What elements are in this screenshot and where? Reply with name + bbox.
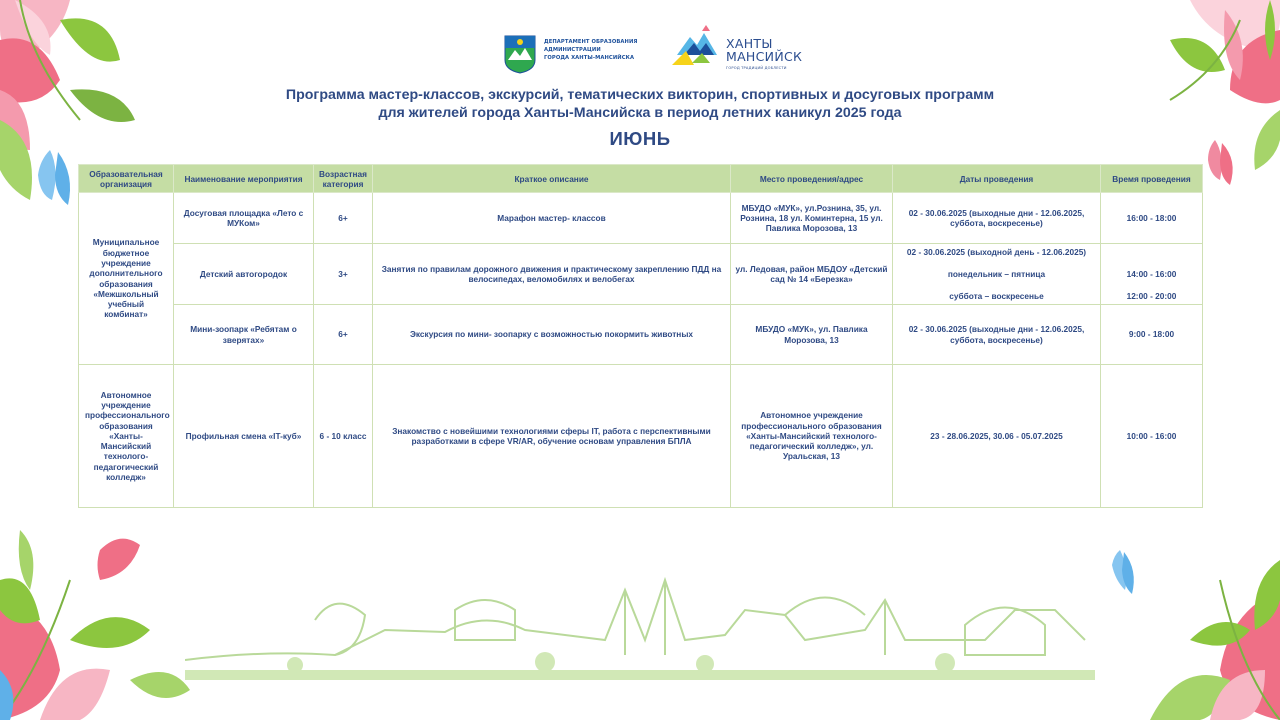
description-cell: Знакомство с новейшими технологиями сферы IT, работа с перспективными разработками в сфере VR/AR, обучение основам управления БПЛА [373,365,731,508]
dates-line: суббота – воскресенье [949,290,1044,301]
department-logo-text: ДЕПАРТАМЕНТ ОБРАЗОВАНИЯ АДМИНИСТРАЦИИ ГОРОДА ХАНТЫ-МАНСИЙСКА [544,39,638,61]
column-header-event: Наименование мероприятия [174,165,314,193]
time-line: 12:00 - 20:00 [1126,290,1177,301]
time-cell [1101,244,1203,305]
header-logos [0,22,1280,78]
place-cell: Автономное учреждение профессионального образования «Ханты-Мансийский технолого-педагогический колледж», ул. Уральская, 13 [731,365,893,508]
title-line-1: Программа мастер-классов, экскурсий, тематических викторин, спортивных и досуговых программ [285,87,995,103]
city-logo-name-line2: МАНСИЙСК [726,49,803,64]
city-emblem-icon [503,34,537,74]
description-cell: Марафон мастер- классов [373,193,731,244]
table-header-row [79,165,1203,193]
dates-line: понедельник – пятница [947,268,1046,279]
description-cell: Занятия по правилам дорожного движения и практическому закреплению ПДД на велосипедах, веломобилях и велобегах [373,244,731,305]
place-cell: МБУДО «МУК», ул. Павлика Морозова, 13 [731,305,893,365]
event-cell: Профильная смена «IT-куб» [174,365,314,508]
organization-cell: Автономное учреждение профессионального образования «Ханты-Мансийский технолого-педагогический колледж» [79,365,174,508]
time-cell: 16:00 - 18:00 [1101,193,1203,244]
city-logo [672,25,802,71]
age-cell: 6+ [314,193,373,244]
column-header-age: Возрастная категория [314,165,373,193]
title-line-2: для жителей города Ханты-Мансийска в период летних каникул 2025 года [378,105,902,121]
column-header-dates: Даты проведения [893,165,1101,193]
department-logo [503,34,638,74]
organization-cell: Муниципальное бюджетное учреждение дополнительного образования «Межшкольный учебный комбинат» [79,193,174,365]
dates-line: 02 - 30.06.2025 (выходной день - 12.06.2025) [906,247,1087,257]
dates-cell [893,244,1101,305]
time-cell: 10:00 - 16:00 [1101,365,1203,508]
dates-cell: 02 - 30.06.2025 (выходные дни - 12.06.2025, суббота, воскресенье) [893,305,1101,365]
column-header-organization: Образовательная организация [79,165,174,193]
place-cell: МБУДО «МУК», ул.Рознина, 35, ул. Рознина, 18 ул. Коминтерна, 15 ул. Павлика Морозова, 13 [731,193,893,244]
page-title [0,86,1280,122]
month-heading: ИЮНЬ [609,128,671,149]
description-cell: Экскурсия по мини- зоопарку с возможностью покормить животных [373,305,731,365]
event-cell: Досуговая площадка «Лето с МУКом» [174,193,314,244]
dates-cell: 02 - 30.06.2025 (выходные дни - 12.06.2025, суббота, воскресенье) [893,193,1101,244]
schedule-table [78,164,1203,508]
table-row [79,193,1203,244]
city-logo-tagline: ГОРОД ТРАДИЦИЙ ДОБЛЕСТИ [726,66,787,70]
column-header-time: Время проведения [1101,165,1203,193]
event-cell: Детский автогородок [174,244,314,305]
khanty-mansiysk-logo-icon [672,25,722,71]
time-cell: 9:00 - 18:00 [1101,305,1203,365]
table-row [79,365,1203,508]
column-header-place: Место проведения/адрес [731,165,893,193]
dates-cell: 23 - 28.06.2025, 30.06 - 05.07.2025 [893,365,1101,508]
city-logo-name-line1: ХАНТЫ [726,36,773,51]
bottom-left-floral-decoration [0,520,190,720]
table-row [79,305,1203,365]
bottom-right-floral-decoration [1090,520,1280,720]
age-cell: 6 - 10 класс [314,365,373,508]
table-row [79,244,1203,305]
city-skyline-decoration [185,570,1095,680]
age-cell: 3+ [314,244,373,305]
event-cell: Мини-зоопарк «Ребятам о зверятах» [174,305,314,365]
age-cell: 6+ [314,305,373,365]
place-cell: ул. Ледовая, район МБДОУ «Детский сад № 14 «Березка» [731,244,893,305]
time-line: 14:00 - 16:00 [1126,269,1177,280]
column-header-description: Краткое описание [373,165,731,193]
